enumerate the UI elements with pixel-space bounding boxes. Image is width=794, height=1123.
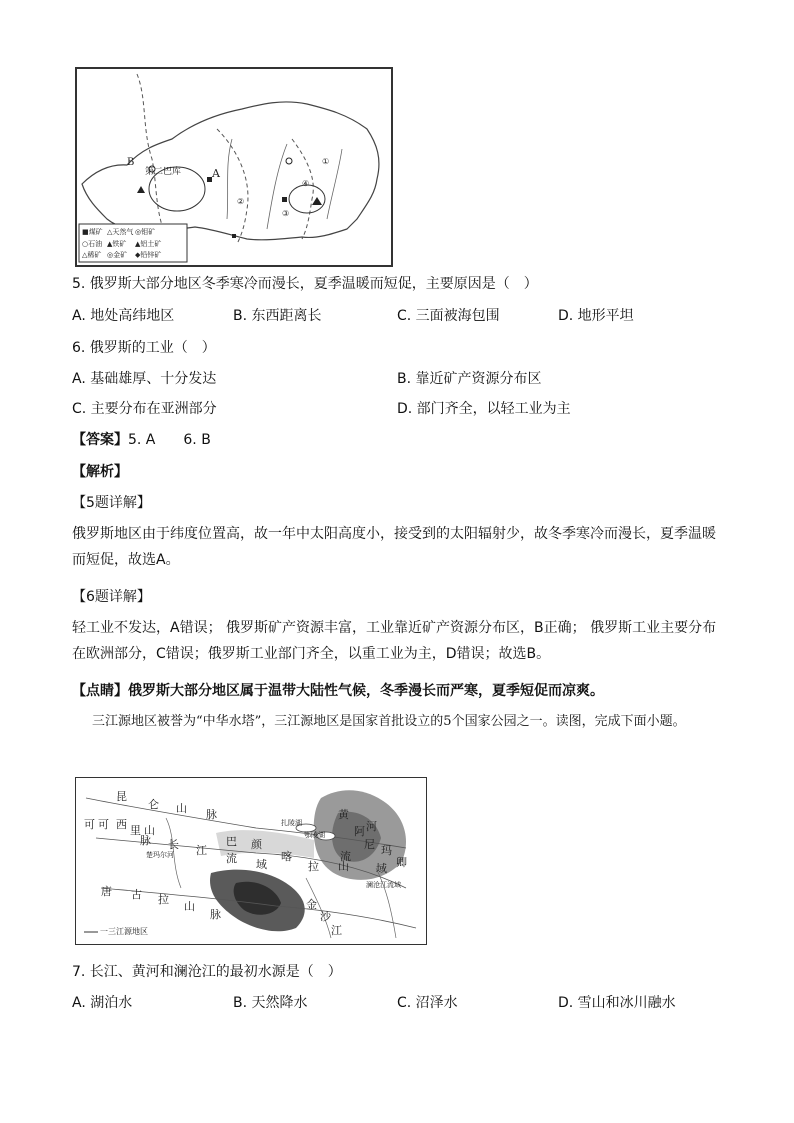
map2-label-ke2: 可 xyxy=(98,818,109,831)
map1-legend-coal: ■煤矿 xyxy=(82,228,103,236)
map2-label-sha: 沙 xyxy=(320,910,331,923)
comment-text: 俄罗斯大部分地区属于温带大陆性气候，冬季漫长而严寒，夏季短促而凉爽。 xyxy=(128,683,604,699)
russia-mineral-map xyxy=(75,67,393,267)
map1-label-circled-4: ④ xyxy=(302,179,310,188)
map1-legend-bauxite: ▲铝土矿 xyxy=(135,240,162,248)
analysis-tag: 【解析】 xyxy=(72,464,128,480)
comment-line xyxy=(72,681,604,701)
map2-label-chang: 长 xyxy=(168,838,179,851)
question-5-option-a[interactable]: A. 地处高纬地区 xyxy=(72,308,175,324)
question-6-option-a[interactable]: A. 基础雄厚、十分发达 xyxy=(72,371,217,387)
map2-label-ni: 尼 xyxy=(364,838,375,851)
map2-label-ba: 巴 xyxy=(226,835,237,848)
intro-paragraph: 三江源地区被誉为“中华水塔”，三江源地区是国家首批设立的5个国家公园之一。读图，完成下面小题。 xyxy=(92,714,686,729)
map2-label-huang1: 黄 xyxy=(338,808,349,821)
map1-legend-iron: ▲铁矿 xyxy=(107,240,127,248)
question-6-option-c[interactable]: C. 主要分布在亚洲部分 xyxy=(72,401,217,417)
map1-legend-lead-zinc: ◆铅锌矿 xyxy=(135,251,162,259)
question-5-option-c[interactable]: C. 三面被海包围 xyxy=(397,308,500,324)
sanjiangyuan-map xyxy=(75,777,427,945)
map1-legend-gold: ◎金矿 xyxy=(107,251,128,259)
map2-label-ma: 玛 xyxy=(381,844,392,857)
map2-label-yu2: 域 xyxy=(376,862,387,875)
q5-detail-tag: 【5题详解】 xyxy=(72,495,151,511)
map1-legend-gas: △天然气 xyxy=(107,228,134,236)
answer-line xyxy=(72,430,211,450)
map1-legend-molybdenum: ◎钼矿 xyxy=(135,228,156,236)
map2-label-xi: 西 xyxy=(116,818,127,831)
map1-label-a: A xyxy=(212,167,220,180)
q5-detail-text: 俄罗斯地区由于纬度位置高，故一年中太阳高度小，接受到的太阳辐射少，故冬季寒冷而漫长，夏季温暖而短促，故选A。 xyxy=(72,526,716,568)
map2-label-mai3: 脉 xyxy=(210,908,221,921)
map2-label-jin: 金 xyxy=(306,898,317,911)
question-7-option-d[interactable]: D. 雪山和冰川融水 xyxy=(558,995,676,1011)
question-6-option-b[interactable]: B. 靠近矿产资源分布区 xyxy=(397,371,542,387)
map1-label-b: B xyxy=(127,157,135,168)
map2-label-zhaling-lake: 扎陵湖 xyxy=(281,819,302,827)
question-7-stem: 7. 长江、黄河和澜沧江的最初水源是（ ） xyxy=(72,964,342,980)
answer-text: 5. A 6. B xyxy=(128,432,211,448)
map2-label-ka: 喀 xyxy=(281,850,292,863)
question-7-option-c[interactable]: C. 沼泽水 xyxy=(397,995,458,1011)
map2-label-jiang: 江 xyxy=(196,844,207,857)
question-5-option-d[interactable]: D. 地形平坦 xyxy=(558,308,634,324)
map2-label-ke1: 可 xyxy=(84,818,95,831)
comment-tag: 【点睛】 xyxy=(72,683,128,699)
map2-label-kun: 昆 xyxy=(116,790,127,803)
map2-label-jiang2: 江 xyxy=(331,924,342,937)
map2-label-li: 里 xyxy=(130,824,141,837)
map2-label-gu: 古 xyxy=(131,888,142,901)
map1-label-circled-1: ① xyxy=(322,157,330,166)
question-7-option-a[interactable]: A. 湖泊水 xyxy=(72,995,133,1011)
map2-label-yan: 颜 xyxy=(251,838,262,851)
map1-label-circled-3: ③ xyxy=(282,209,290,218)
map2-label-liu1: 流 xyxy=(226,852,237,865)
map2-label-mai2: 脉 xyxy=(140,834,151,847)
map1-label-second-baku: 第二巴库 xyxy=(145,167,182,177)
map2-label-liu2: 流 xyxy=(340,850,351,863)
answer-tag: 【答案】 xyxy=(72,432,128,448)
question-5-option-b[interactable]: B. 东西距离长 xyxy=(233,308,322,324)
map2-label-a: 阿 xyxy=(354,825,365,838)
map2-label-tang: 唐 xyxy=(101,885,112,898)
map2-label-chumar-river: 楚玛尔河 xyxy=(146,851,174,859)
map2-label-eling-lake: 鄂陵湖 xyxy=(304,831,325,839)
map2-label-yu1: 域 xyxy=(256,858,267,871)
map2-label-lun: 仑 xyxy=(148,798,159,811)
question-6-option-d[interactable]: D. 部门齐全，以轻工业为主 xyxy=(397,401,571,417)
question-5-stem: 5. 俄罗斯大部分地区冬季寒冷而漫长，夏季温暖而短促，主要原因是（ ） xyxy=(72,276,538,292)
map2-label-la1: 拉 xyxy=(158,893,169,906)
map2-label-shan4: 山 xyxy=(338,860,349,873)
map2-label-qing: 卿 xyxy=(396,856,407,869)
map1-label-circled-2: ② xyxy=(237,197,245,206)
map2-legend: 一三江源地区 xyxy=(100,927,148,936)
map2-label-lancang-basin: 澜沧江流域 xyxy=(366,881,401,889)
map2-label-shan2: 山 xyxy=(144,824,155,837)
sanjiangyuan-map-drawing xyxy=(76,778,426,944)
map2-label-he1: 河 xyxy=(366,820,377,833)
map1-legend-oil: ○石油 xyxy=(82,240,103,248)
map2-label-shan1: 山 xyxy=(176,802,187,815)
map1-legend-rare: △稀矿 xyxy=(82,251,102,259)
map2-label-mai1: 脉 xyxy=(206,808,217,821)
map2-label-shan3: 山 xyxy=(184,900,195,913)
map2-label-la2: 拉 xyxy=(308,860,319,873)
question-7-option-b[interactable]: B. 天然降水 xyxy=(233,995,308,1011)
q6-detail-text: 轻工业不发达，A错误； 俄罗斯矿产资源丰富，工业靠近矿产资源分布区，B正确； 俄罗斯工业主要分布在欧洲部分，C错误；俄罗斯工业部门齐全，以重工业为主，D错误；故选B。 xyxy=(72,620,717,662)
question-6-stem: 6. 俄罗斯的工业（ ） xyxy=(72,340,216,356)
q6-detail-tag: 【6题详解】 xyxy=(72,589,151,605)
